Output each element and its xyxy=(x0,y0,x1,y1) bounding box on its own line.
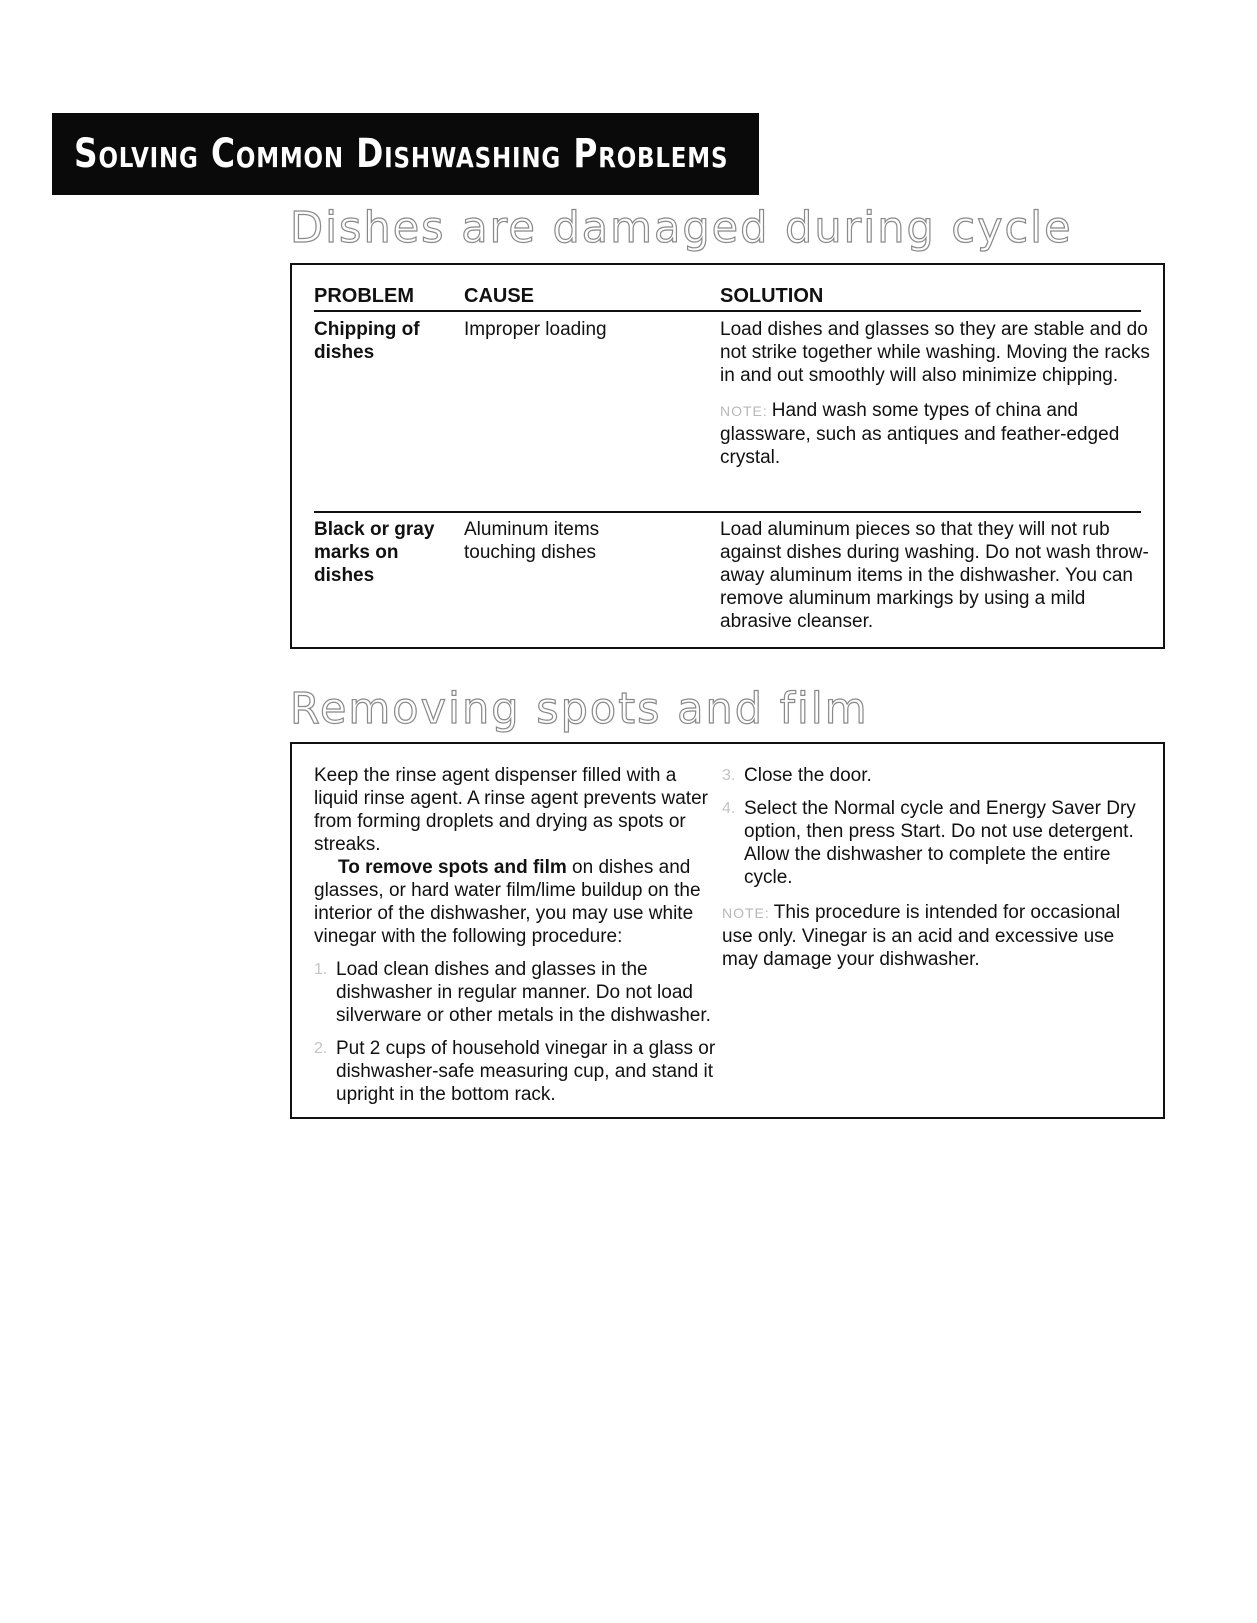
step-1-number: 1. xyxy=(314,961,328,978)
row-1-solution xyxy=(720,318,1150,469)
note-label: NOTE: xyxy=(720,403,768,419)
section-heading-damaged: Dishes are damaged during cycle xyxy=(290,203,1073,253)
page-banner xyxy=(52,113,759,195)
row-1-note xyxy=(720,399,1150,469)
procedure-lead: To remove spots and film xyxy=(338,857,567,878)
damaged-table xyxy=(290,263,1165,649)
spots-panel xyxy=(290,742,1165,1119)
spots-note-label: NOTE: xyxy=(722,905,770,921)
step-3 xyxy=(722,764,1142,787)
row-2-cause: Aluminum items touching dishes xyxy=(464,519,600,563)
row-1-problem: Chipping of dishes xyxy=(314,319,420,363)
spots-right-column xyxy=(722,764,1142,971)
step-1-text: Load clean dishes and glasses in the dishwasher in regular manner. Do not load silverware or other metals in the dishwasher. xyxy=(336,959,711,1026)
row-1-cause: Improper loading xyxy=(464,319,607,340)
step-2 xyxy=(314,1037,722,1106)
step-3-text: Close the door. xyxy=(744,765,872,786)
procedure-rest: on dishes and glasses, or hard water film/lime buildup on the interior of the dishwasher, you may use white vinegar with the following procedure: xyxy=(314,857,701,947)
header-divider xyxy=(314,310,1141,312)
step-2-number: 2. xyxy=(314,1040,328,1057)
header-cause: CAUSE xyxy=(464,285,535,307)
spots-note xyxy=(722,901,1142,971)
step-4-text: Select the Normal cycle and Energy Saver Dry option, then press Start. Do not use detergent. Allow the dishwasher to complete the entire cycle. xyxy=(744,798,1136,888)
spots-left-column xyxy=(314,764,722,1106)
row-1-solution-text: Load dishes and glasses so they are stable and do not strike together while washing. Moving the racks in and out smoothly will also minimize chipping. xyxy=(720,319,1150,386)
spots-note-text: This procedure is intended for occasional use only. Vinegar is an acid and excessive use may damage your dishwasher. xyxy=(722,902,1121,970)
step-3-number: 3. xyxy=(722,767,736,784)
header-problem: PROBLEM xyxy=(314,285,414,307)
row-2-problem: Black or gray marks on dishes xyxy=(314,519,435,586)
spots-procedure xyxy=(314,856,722,948)
header-solution: SOLUTION xyxy=(720,285,824,307)
step-4-number: 4. xyxy=(722,800,736,817)
step-2-text: Put 2 cups of household vinegar in a glass or dishwasher-safe measuring cup, and stand it upright in the bottom rack. xyxy=(336,1038,716,1105)
step-1 xyxy=(314,958,722,1027)
row-1-note-text: Hand wash some types of china and glassware, such as antiques and feather-edged crystal. xyxy=(720,400,1120,468)
row-2-solution: Load aluminum pieces so that they will not rub against dishes during washing. Do not wash throw-away aluminum items in the dishwasher. You can remove aluminum markings by using a mild abrasive cleanser. xyxy=(720,519,1149,632)
spots-intro: Keep the rinse agent dispenser filled with a liquid rinse agent. A rinse agent prevents water from forming droplets and drying as spots or streaks. xyxy=(314,765,708,855)
row-divider xyxy=(314,511,1141,513)
page-title: Solving Common Dishwashing Problems xyxy=(74,131,729,177)
step-4 xyxy=(722,797,1142,889)
section-heading-spots: Removing spots and film xyxy=(290,684,869,734)
